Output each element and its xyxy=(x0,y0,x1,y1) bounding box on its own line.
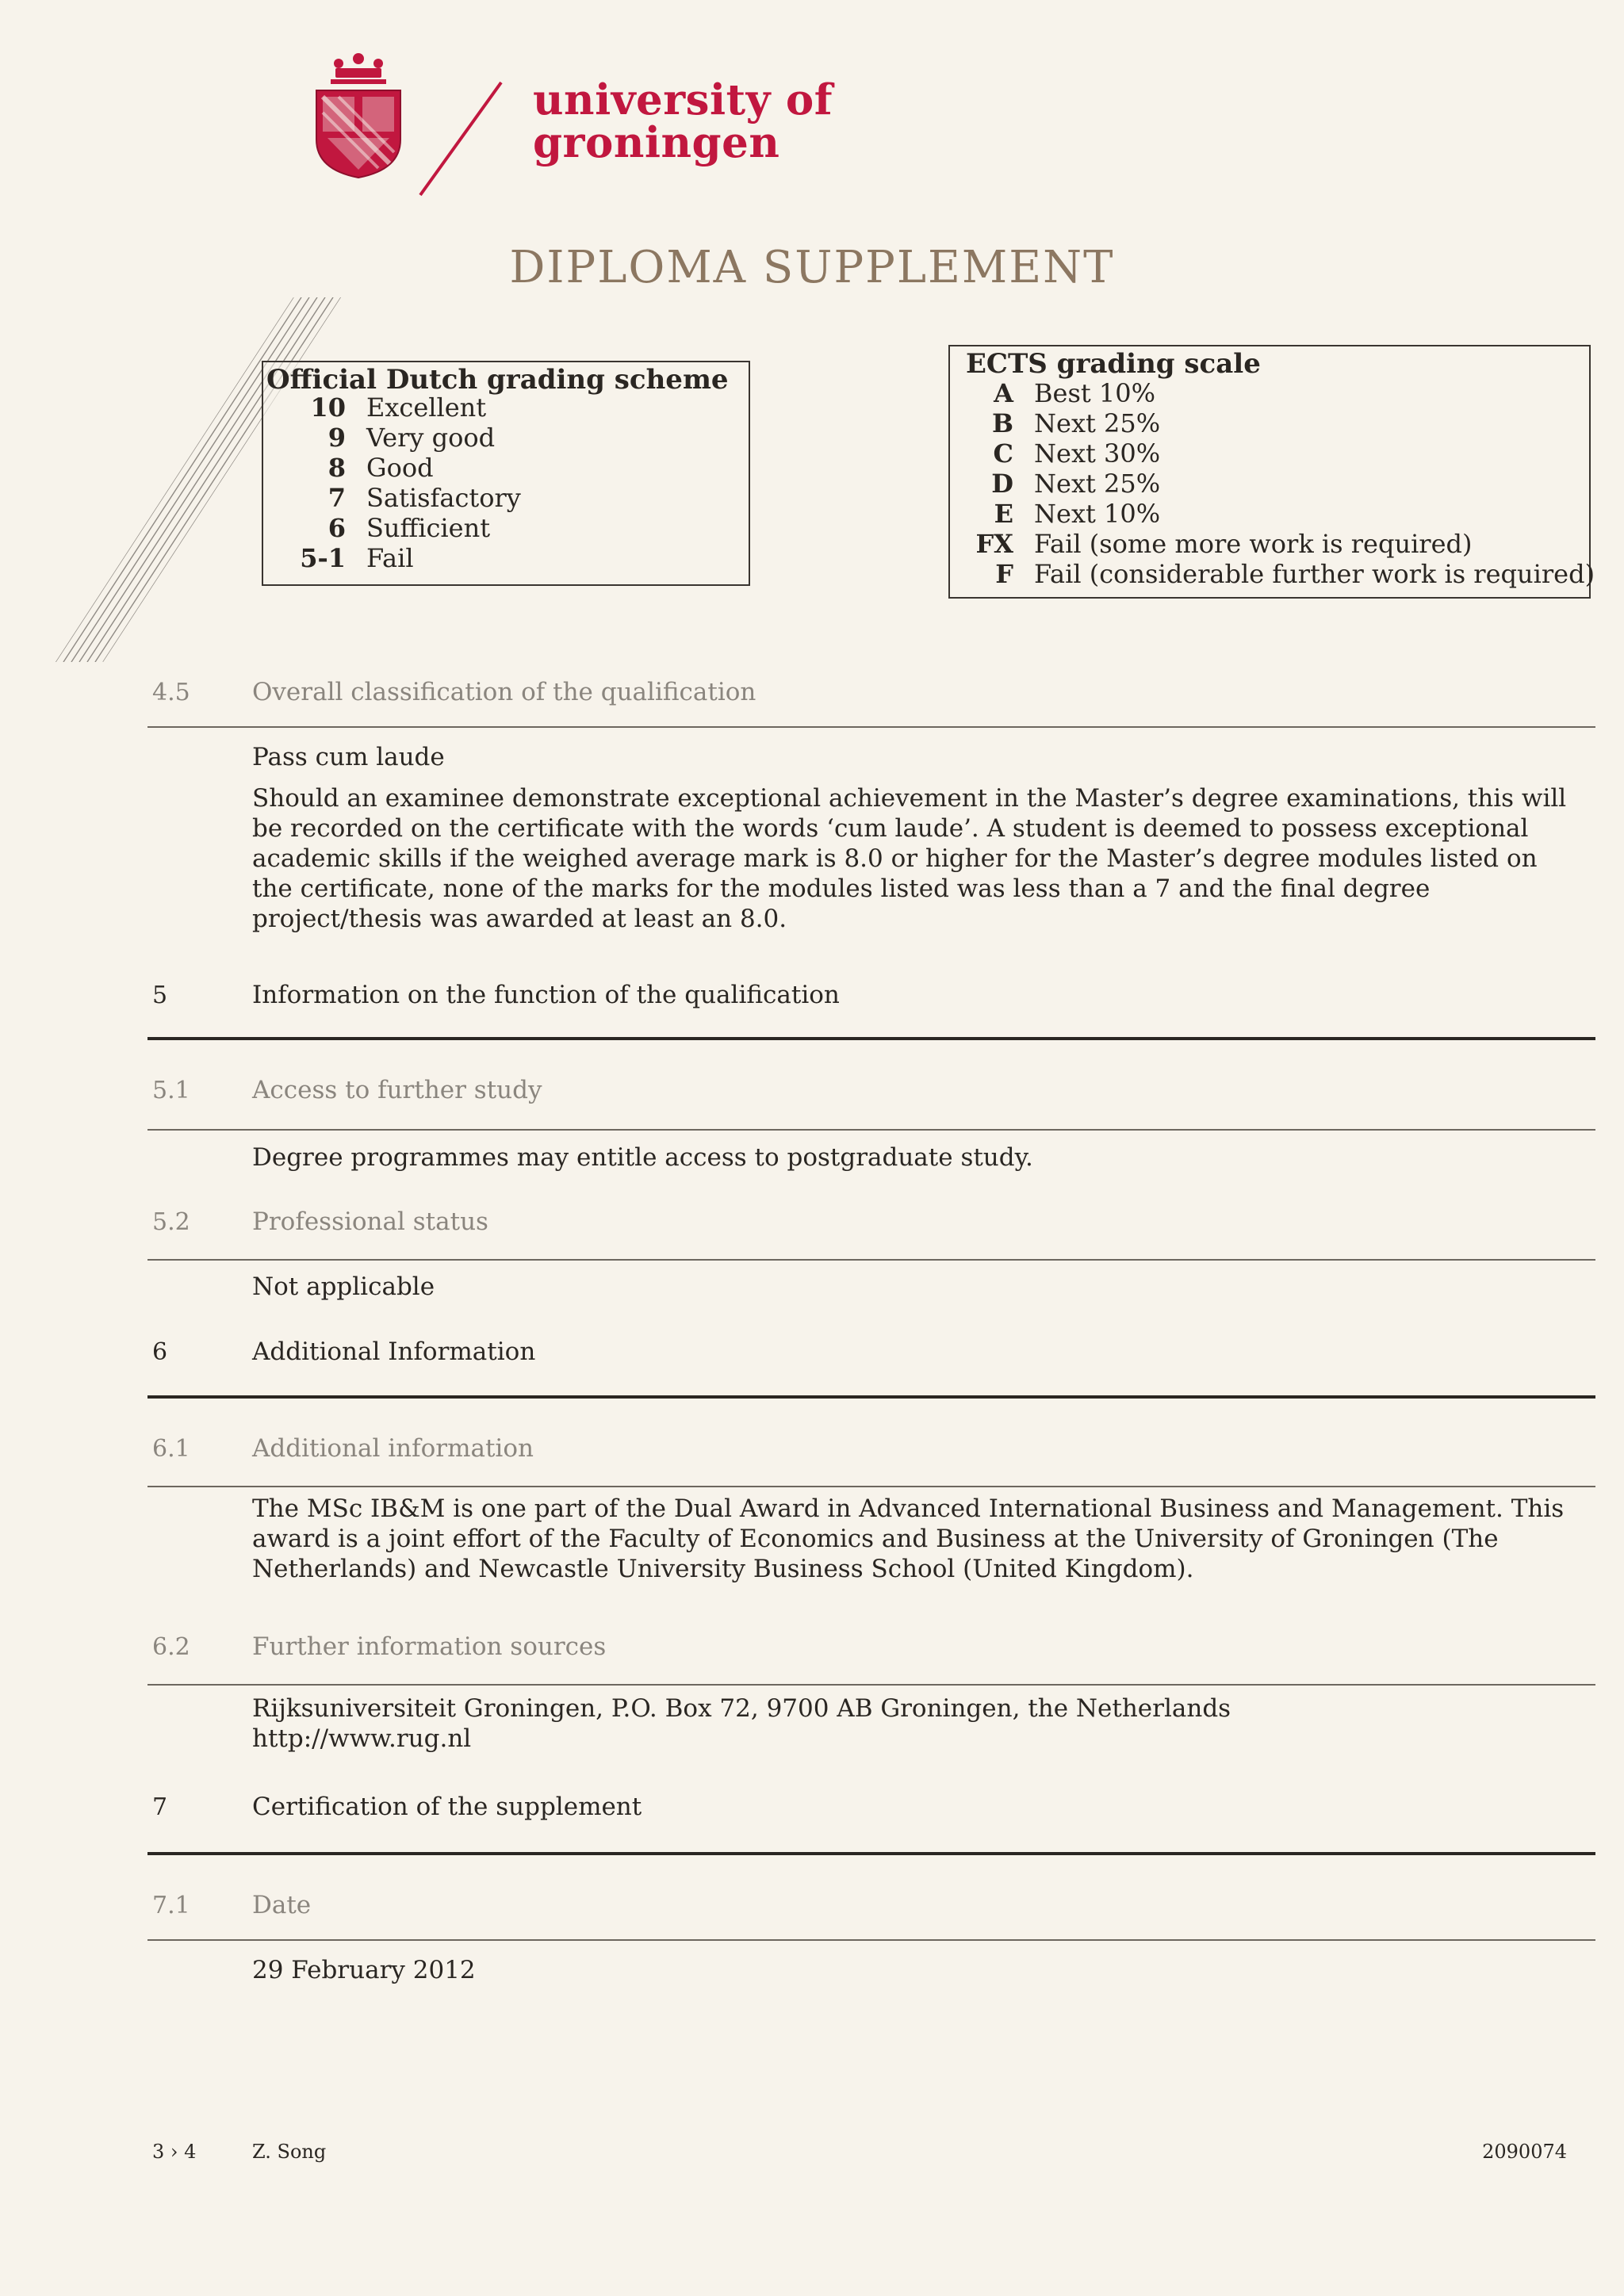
document-title: DIPLOMA SUPPLEMENT xyxy=(509,242,1115,293)
address-line: Rijksuniversiteit Groningen, P.O. Box 72, 9700 AB Groningen, the Netherlands xyxy=(252,1694,1231,1723)
grade-code: D xyxy=(991,469,1013,499)
section-title: Information on the function of the qualification xyxy=(252,981,840,1009)
dutch-grade-row xyxy=(263,453,434,483)
section-divider xyxy=(147,1395,1595,1399)
section-divider xyxy=(147,1852,1595,1855)
university-name-line2: groningen xyxy=(533,118,780,167)
dutch-grade-row xyxy=(263,513,490,543)
section-number: 4.5 xyxy=(152,679,190,706)
section-body: Not applicable xyxy=(252,1272,435,1301)
ects-grading-scale-box xyxy=(948,345,1595,599)
section-number: 5.2 xyxy=(152,1208,190,1236)
grade-code: E xyxy=(994,499,1013,529)
section-divider xyxy=(147,726,1595,728)
section-title: Access to further study xyxy=(252,1076,542,1104)
section-title: Additional Information xyxy=(252,1337,536,1366)
ects-grade-row xyxy=(950,529,1473,559)
dutch-scheme-title: Official Dutch grading scheme xyxy=(266,364,729,396)
certification-date: 29 February 2012 xyxy=(252,1956,476,1984)
grade-code: 10 xyxy=(310,392,346,423)
dutch-grading-scheme-box xyxy=(262,361,750,586)
ects-grade-row xyxy=(950,499,1160,529)
dutch-grade-row xyxy=(263,423,495,453)
brand-slash-icon xyxy=(412,79,508,198)
grade-code: A xyxy=(994,378,1013,408)
document-id: 2090074 xyxy=(1482,2141,1567,2163)
grade-code: F xyxy=(995,559,1013,589)
grade-label: Fail (some more work is required) xyxy=(1034,529,1473,559)
ects-grade-row xyxy=(950,559,1595,589)
grade-label: Fail (considerable further work is required) xyxy=(1034,559,1595,589)
section-title: Further information sources xyxy=(252,1632,607,1661)
website-link[interactable]: http://www.rug.nl xyxy=(252,1724,472,1753)
section-number: 7.1 xyxy=(152,1892,190,1919)
section-divider xyxy=(147,1684,1595,1686)
section-number: 6.2 xyxy=(152,1633,190,1661)
university-crest-icon xyxy=(312,52,405,179)
grade-label: Very good xyxy=(366,423,496,453)
ects-grade-row xyxy=(950,469,1160,499)
ects-grade-row xyxy=(950,408,1160,438)
ects-grade-row xyxy=(950,378,1155,408)
grade-label: Good xyxy=(366,453,434,483)
ects-scale-title: ECTS grading scale xyxy=(966,348,1261,380)
section-number: 6 xyxy=(152,1338,168,1366)
page-indicator: 3 › 4 xyxy=(152,2141,197,2163)
grade-label: Sufficient xyxy=(366,513,491,543)
section-number: 6.1 xyxy=(152,1435,190,1463)
grade-code: C xyxy=(993,438,1013,469)
section-title: Professional status xyxy=(252,1207,488,1236)
classification-heading: Pass cum laude xyxy=(252,743,445,771)
grade-label: Next 25% xyxy=(1034,469,1161,499)
section-number: 5.1 xyxy=(152,1077,190,1104)
section-divider xyxy=(147,1939,1595,1941)
section-title: Date xyxy=(252,1891,312,1919)
section-divider xyxy=(147,1259,1595,1261)
grade-label: Satisfactory xyxy=(366,483,521,513)
grade-code: 9 xyxy=(327,423,346,453)
grade-code: 6 xyxy=(327,513,346,543)
grade-label: Excellent xyxy=(366,392,487,423)
grade-code: 8 xyxy=(327,453,346,483)
grade-label: Best 10% xyxy=(1034,378,1156,408)
dutch-grade-row xyxy=(263,392,486,423)
grade-label: Fail xyxy=(366,543,414,573)
dutch-grade-row xyxy=(263,543,414,573)
student-name: Z. Song xyxy=(252,2141,327,2163)
section-divider xyxy=(147,1129,1595,1131)
grade-label: Next 30% xyxy=(1034,438,1161,469)
section-title: Additional information xyxy=(252,1434,534,1463)
university-name-line1: university of xyxy=(533,75,833,124)
section-divider xyxy=(147,1486,1595,1487)
grade-code: 7 xyxy=(327,483,346,513)
grade-code: 5-1 xyxy=(300,543,346,573)
section-number: 7 xyxy=(152,1793,168,1821)
grade-label: Next 25% xyxy=(1034,408,1161,438)
section-title: Certification of the supplement xyxy=(252,1793,642,1821)
ects-grade-row xyxy=(950,438,1160,469)
section-title: Overall classification of the qualification xyxy=(252,678,756,706)
section-number: 5 xyxy=(152,982,168,1009)
dutch-grade-row xyxy=(263,483,521,513)
grade-label: Next 10% xyxy=(1034,499,1161,529)
grade-code: FX xyxy=(975,529,1013,559)
section-divider xyxy=(147,1037,1595,1040)
section-body: The MSc IB&M is one part of the Dual Award in Advanced International Business and Management. This award is a joint effort of the Faculty of Economics and Business at the University of Groningen (The Netherlands) and Newcastle University Business School (United Kingdom). xyxy=(252,1494,1565,1583)
section-body: Degree programmes may entitle access to postgraduate study. xyxy=(252,1143,1033,1172)
grade-code: B xyxy=(991,408,1013,438)
classification-text: Should an examinee demonstrate exceptional achievement in the Master’s degree examinations, this will be recorded on the certificate with the words ‘cum laude’. A student is deemed to possess exceptional academic skills if the weighed average mark is 8.0 or higher for the Master’s degree modules listed on the certificate, none of the marks for the modules listed was less than a 7 and the final degree project/thesis was awarded at least an 8.0. xyxy=(252,784,1567,933)
